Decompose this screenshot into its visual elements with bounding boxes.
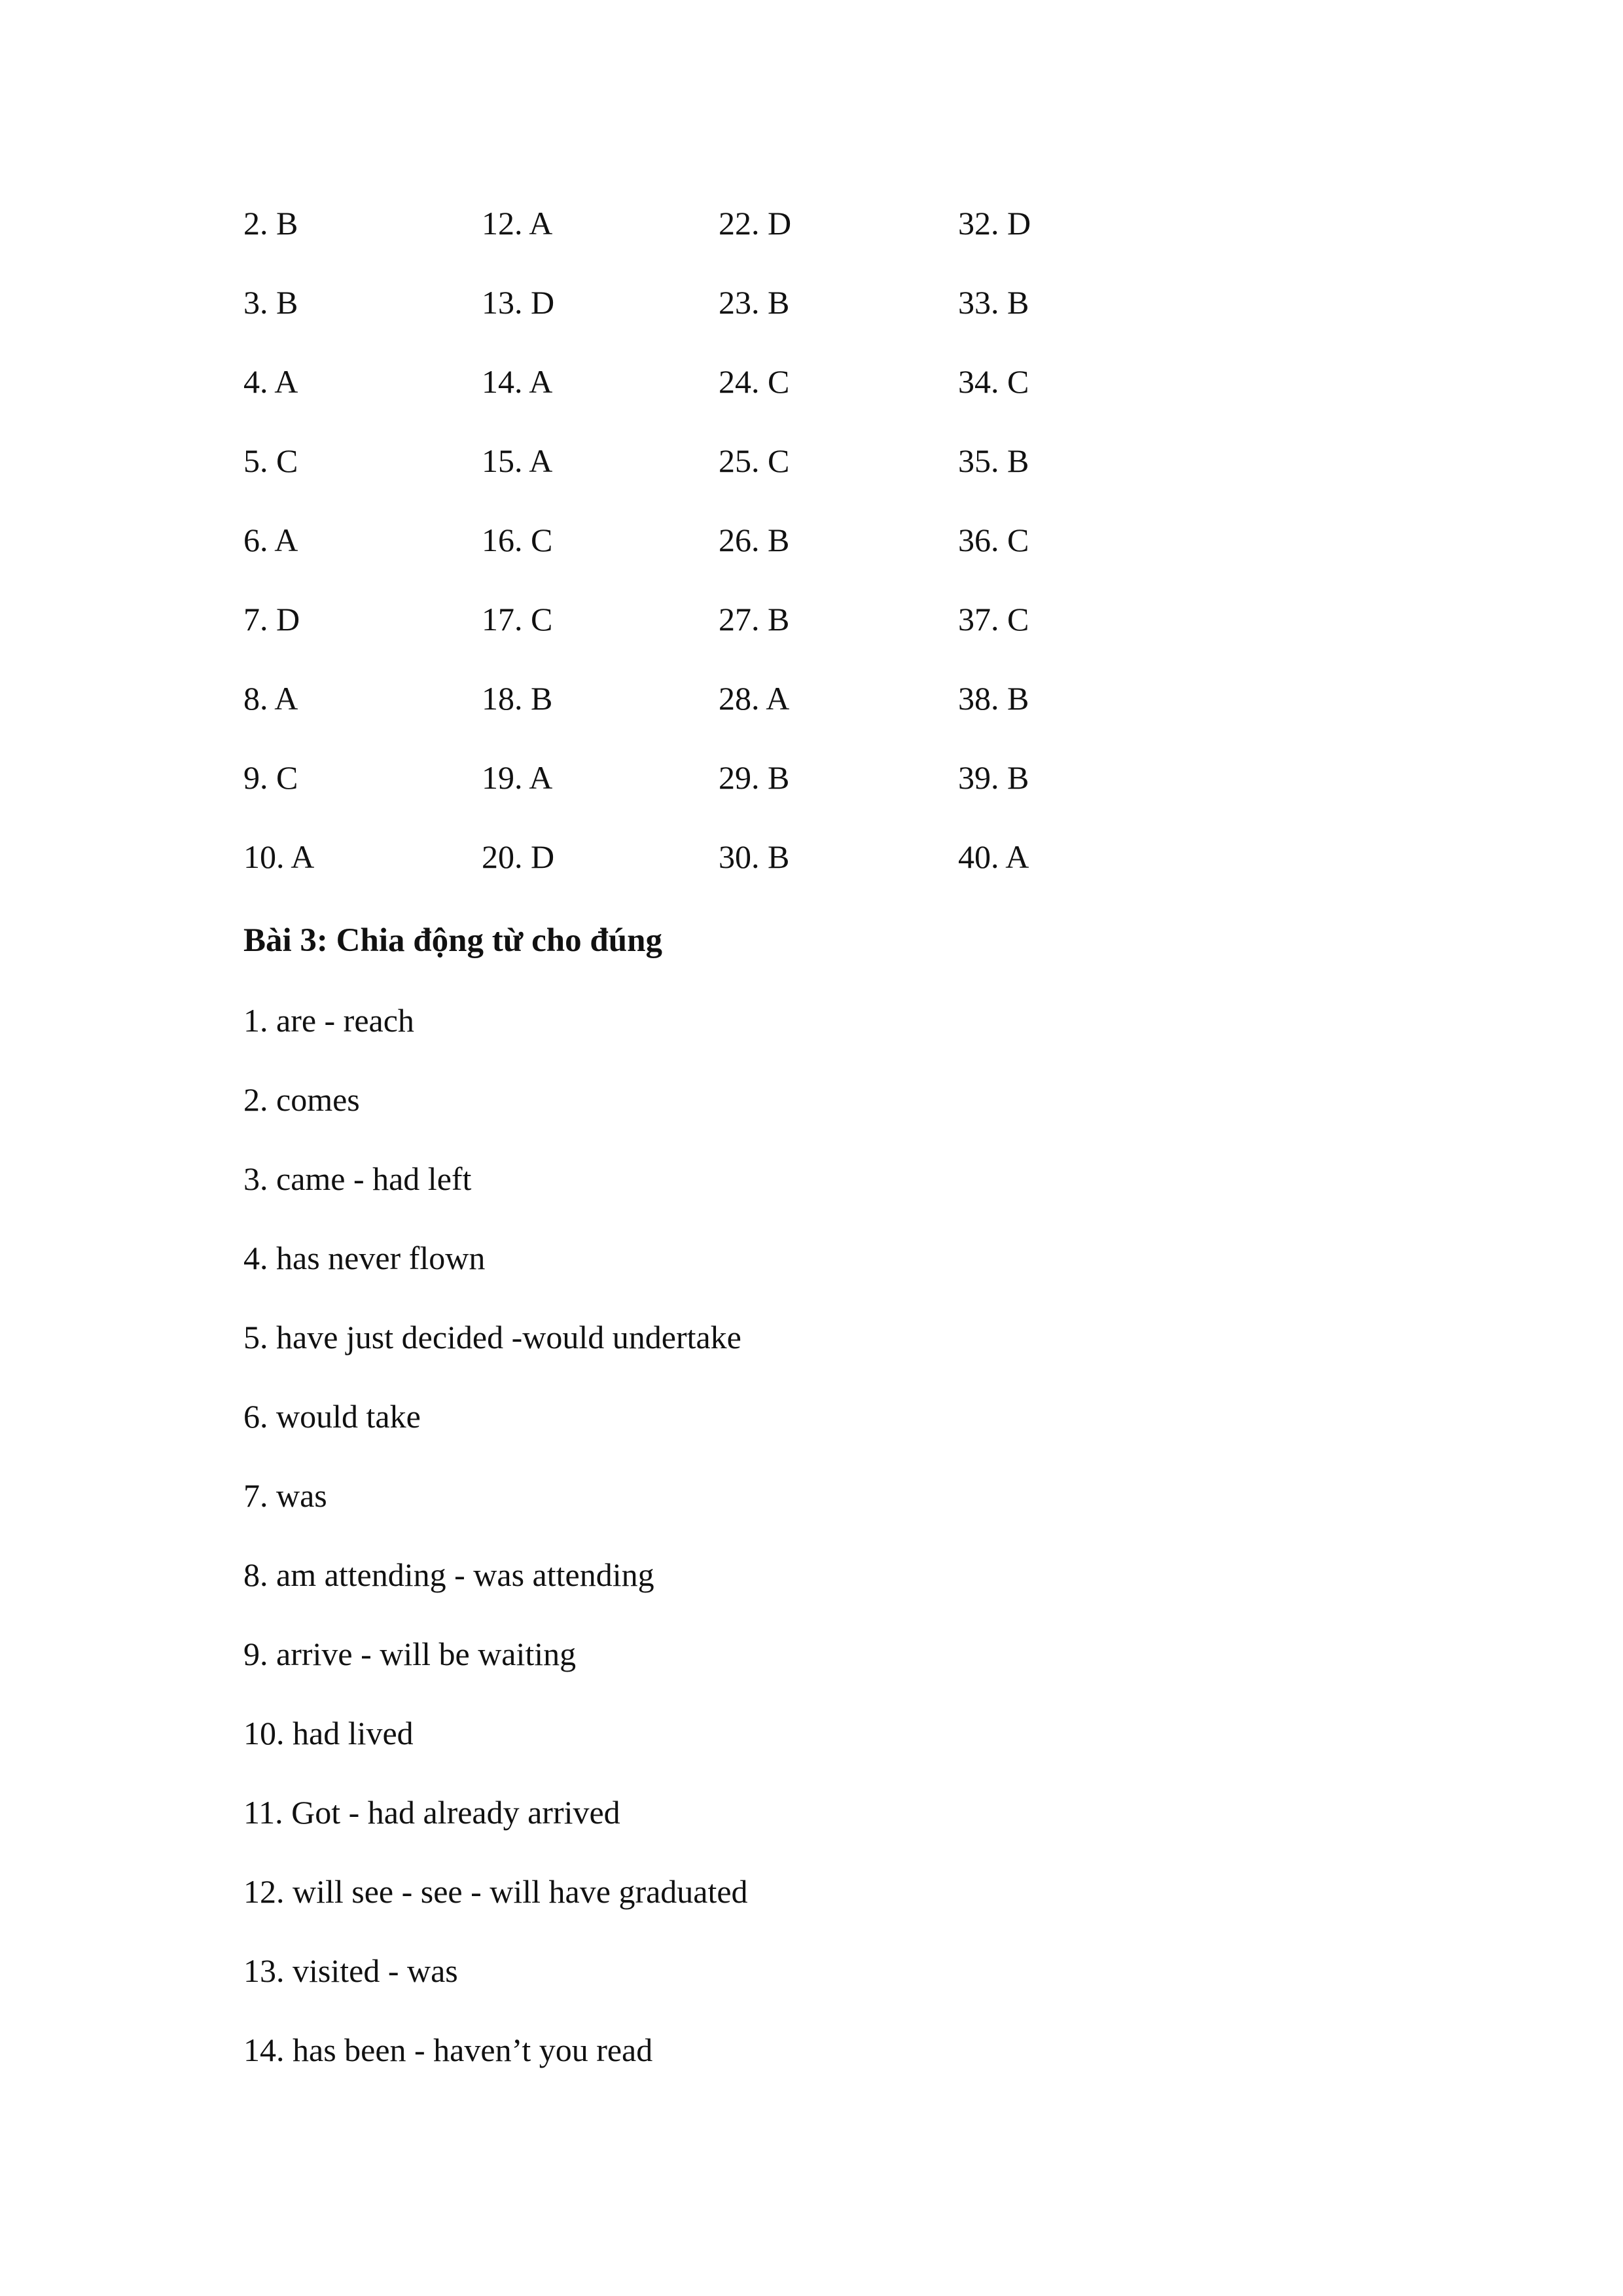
answer-row xyxy=(243,675,1225,755)
answer-cell: 26. B xyxy=(719,522,790,558)
answer-cell: 2. B xyxy=(243,205,298,242)
answer-cell: 32. D xyxy=(958,205,1031,242)
answer-cell: 20. D xyxy=(482,838,555,875)
list-item: 11. Got - had already arrived xyxy=(243,1794,620,1831)
answer-row xyxy=(243,517,1225,596)
answer-cell: 38. B xyxy=(958,680,1029,717)
answer-cell: 36. C xyxy=(958,522,1029,558)
answer-cell: 28. A xyxy=(719,680,790,717)
answer-row xyxy=(243,755,1225,834)
answer-row xyxy=(243,200,1225,279)
answer-cell: 7. D xyxy=(243,601,300,637)
answer-cell: 40. A xyxy=(958,838,1029,875)
answer-cell: 15. A xyxy=(482,442,553,479)
answer-cell: 24. C xyxy=(719,363,790,400)
answer-row xyxy=(243,359,1225,438)
answer-cell: 5. C xyxy=(243,442,298,479)
list-item: 10. had lived xyxy=(243,1715,414,1751)
answer-cell: 8. A xyxy=(243,680,298,717)
answer-cell: 34. C xyxy=(958,363,1029,400)
answer-key-grid xyxy=(243,200,1225,913)
answer-cell: 23. B xyxy=(719,284,790,321)
answer-cell: 22. D xyxy=(719,205,792,242)
answer-cell: 6. A xyxy=(243,522,298,558)
answer-cell: 12. A xyxy=(482,205,553,242)
answer-cell: 37. C xyxy=(958,601,1029,637)
answer-row xyxy=(243,834,1225,913)
list-item: 6. would take xyxy=(243,1398,421,1435)
answer-cell: 27. B xyxy=(719,601,790,637)
answer-cell: 29. B xyxy=(719,759,790,796)
answer-cell: 30. B xyxy=(719,838,790,875)
answer-row xyxy=(243,596,1225,675)
list-item: 5. have just decided -would undertake xyxy=(243,1319,741,1355)
answer-cell: 39. B xyxy=(958,759,1029,796)
list-item: 12. will see - see - will have graduated xyxy=(243,1873,748,1910)
list-item: 13. visited - was xyxy=(243,1952,458,1989)
answer-row xyxy=(243,279,1225,359)
answer-cell: 35. B xyxy=(958,442,1029,479)
answer-cell: 10. A xyxy=(243,838,315,875)
answer-row xyxy=(243,438,1225,517)
verb-answer-list xyxy=(243,997,748,2106)
list-item: 7. was xyxy=(243,1477,327,1514)
list-item: 3. came - had left xyxy=(243,1160,472,1197)
answer-cell: 19. A xyxy=(482,759,553,796)
list-item: 2. comes xyxy=(243,1081,360,1118)
list-item: 1. are - reach xyxy=(243,1002,414,1039)
list-item: 8. am attending - was attending xyxy=(243,1556,654,1593)
section-heading: Bài 3: Chia động từ cho đúng xyxy=(243,922,662,959)
answer-cell: 9. C xyxy=(243,759,298,796)
list-item: 14. has been - haven’t you read xyxy=(243,2032,653,2068)
answer-cell: 13. D xyxy=(482,284,555,321)
answer-cell: 16. C xyxy=(482,522,553,558)
answer-cell: 4. A xyxy=(243,363,298,400)
answer-cell: 25. C xyxy=(719,442,790,479)
answer-cell: 14. A xyxy=(482,363,553,400)
list-item: 4. has never flown xyxy=(243,1240,486,1276)
answer-cell: 17. C xyxy=(482,601,553,637)
answer-cell: 33. B xyxy=(958,284,1029,321)
answer-cell: 18. B xyxy=(482,680,553,717)
answer-cell: 3. B xyxy=(243,284,298,321)
list-item: 9. arrive - will be waiting xyxy=(243,1636,577,1672)
